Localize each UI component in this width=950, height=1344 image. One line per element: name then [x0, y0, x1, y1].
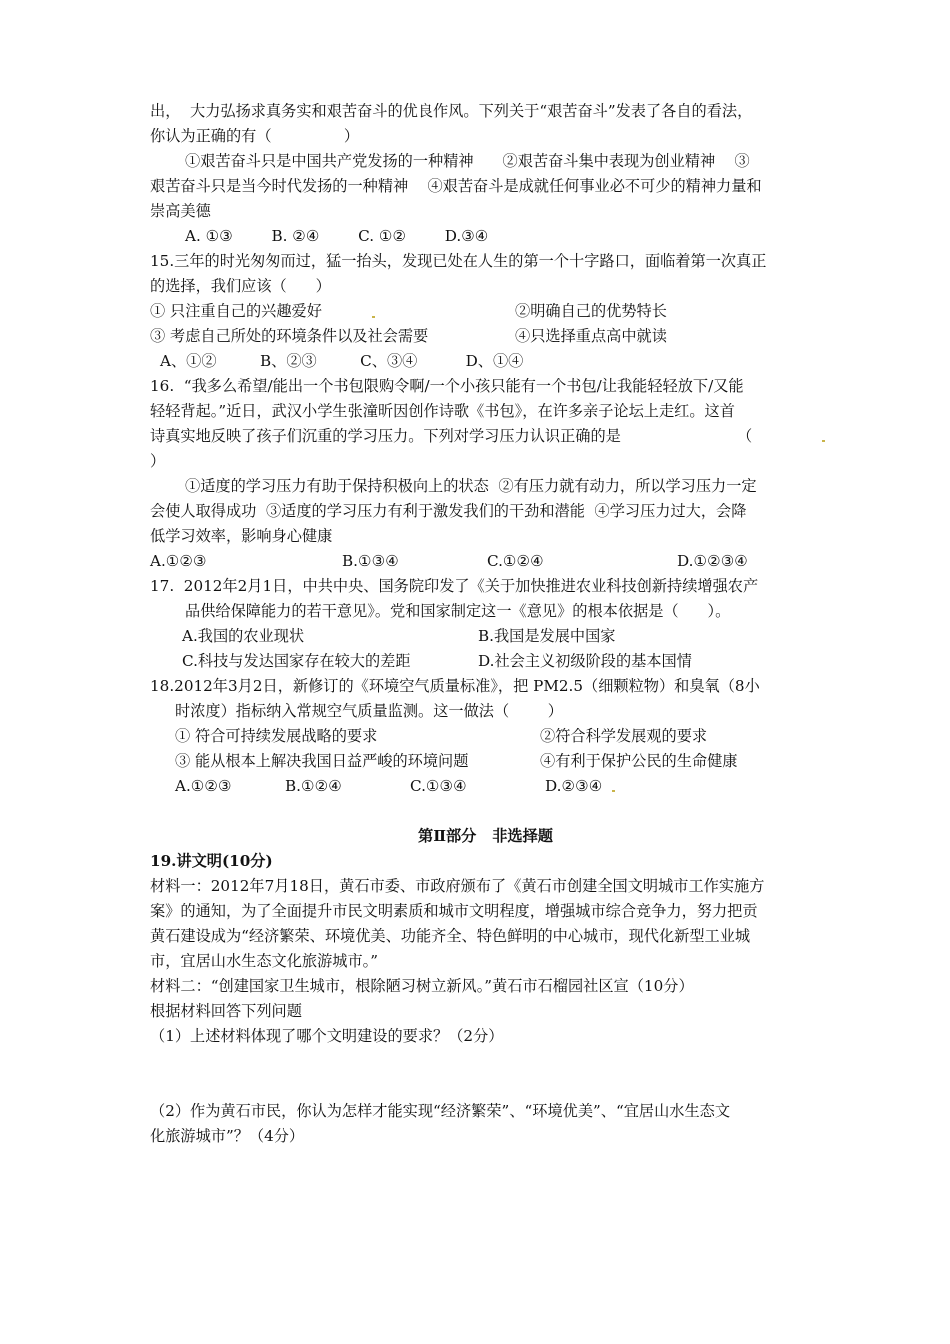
option-item: ① 符合可持续发展战略的要求 — [175, 727, 378, 745]
option-line: 崇高美德 — [150, 202, 211, 220]
option-line: ①适度的学习压力有助于保持积极向上的状态 ②有压力就有动力，所以学习压力一定 — [185, 477, 757, 495]
text-line: 你认为正确的有（ ） — [150, 127, 360, 145]
text-line: 轻轻背起。”近日，武汉小学生张潼昕因创作诗歌《书包》，在许多亲子论坛上走红。这首 — [150, 402, 735, 420]
option-item: ③ 考虑自己所处的环境条件以及社会需要 — [150, 327, 429, 345]
option-line: 会使人取得成功 ③适度的学习压力有利于激发我们的干劲和潜能 ④学习压力过大，会降 — [150, 502, 747, 520]
question-18: 18.2012年3月2日，新修订的《环境空气质量标准》，把 PM2.5（细颗粒物）和臭氧（8小 — [150, 677, 760, 695]
text-line: 品供给保障能力的若干意见》。党和国家制定这一《意见》的根本依据是（ ）。 — [185, 602, 731, 620]
answer-choices: A. ①③ B. ②④ C. ①② D.③④ — [185, 227, 489, 245]
answer-choice-b: B.我国是发展中国家 — [478, 627, 616, 645]
question-16: 16. “我多么希望/能出一个书包限购令啊/一个小孩只能有一个书包/让我能轻轻放下/又能 — [150, 377, 744, 395]
option-item: ① 只注重自己的兴趣爱好 — [150, 302, 322, 320]
question-17: 17. 2012年2月1日，中共中央、国务院印发了《关于加快推进农业科技创新持续增强农产 — [150, 577, 759, 595]
answer-choice-b: B.①③④ — [342, 552, 399, 570]
material-text: 黄石建设成为“经济繁荣、环境优美、功能齐全、特色鲜明的中心城市，现代化新型工业城 — [150, 927, 751, 945]
sub-question-2: （2）作为黄石市民，你认为怎样才能实现“经济繁荣”、“环境优美”、“宜居山水生态文 — [150, 1102, 731, 1120]
answer-choice-b: B.①②④ — [285, 777, 342, 795]
speck-mark — [612, 790, 615, 792]
section-heading: 第Ⅱ部分 非选择题 — [418, 827, 553, 845]
question-15: 15.三年的时光匆匆而过，猛一抬头，发现已处在人生的第一个十字路口，面临着第一次真正 — [150, 252, 767, 270]
answer-choice-d: D.社会主义初级阶段的基本国情 — [478, 652, 692, 670]
option-line: 低学习效率，影响身心健康 — [150, 527, 333, 545]
answer-choice-a: A.我国的农业现状 — [182, 627, 305, 645]
speck-mark — [372, 316, 375, 318]
answer-choice-a: A.①②③ — [175, 777, 232, 795]
answer-choice-a: A.①②③ — [150, 552, 207, 570]
material-text: 案》的通知，为了全面提升市民文明素质和城市文明程度，增强城市综合竞争力，努力把贡 — [150, 902, 758, 920]
speck-mark — [822, 440, 825, 442]
answer-choice-c: C.①②④ — [487, 552, 544, 570]
answer-choice-d: D.①②③④ — [677, 552, 748, 570]
text-line: （ — [737, 427, 753, 445]
option-item: ③ 能从根本上解决我国日益严峻的环境问题 — [175, 752, 469, 770]
text-line: 的选择，我们应该（ ） — [150, 277, 331, 295]
option-line: 艰苦奋斗只是当今时代发扬的一种精神 ④艰苦奋斗是成就任何事业必不可少的精神力量和 — [150, 177, 762, 195]
option-item: ②符合科学发展观的要求 — [540, 727, 708, 745]
option-item: ④只选择重点高中就读 — [515, 327, 667, 345]
instruction-text: 根据材料回答下列问题 — [150, 1002, 302, 1020]
option-item: ④有利于保护公民的生命健康 — [540, 752, 738, 770]
sub-question-1: （1）上述材料体现了哪个文明建设的要求？（2分） — [150, 1027, 504, 1045]
answer-choice-d: D.②③④ — [545, 777, 603, 795]
sub-question-2-cont: 化旅游城市”？（4分） — [150, 1127, 305, 1145]
material-text: 材料二：“创建国家卫生城市，根除陋习树立新风。”黄石市石榴园社区宣（10分） — [150, 977, 694, 995]
answer-choices: A、①② B、②③ C、③④ D、①④ — [160, 352, 524, 370]
material-text: 材料一：2012年7月18日，黄石市委、市政府颁布了《黄石市创建全国文明城市工作实施方 — [150, 877, 765, 895]
text-line: ） — [150, 452, 166, 470]
text-line: 时浓度）指标纳入常规空气质量监测。这一做法（ ） — [175, 702, 563, 720]
answer-choice-c: C.①③④ — [410, 777, 467, 795]
text-line: 诗真实地反映了孩子们沉重的学习压力。下列对学习压力认识正确的是 — [150, 427, 621, 445]
option-item: ②明确自己的优势特长 — [515, 302, 667, 320]
question-19-title: 19.讲文明(10分) — [150, 852, 273, 870]
option-line: ①艰苦奋斗只是中国共产党发扬的一种精神 ②艰苦奋斗集中表现为创业精神 ③ — [185, 152, 750, 170]
material-text: 市，宜居山水生态文化旅游城市。” — [150, 952, 378, 970]
text-line: 出， 大力弘扬求真务实和艰苦奋斗的优良作风。下列关于“艰苦奋斗”发表了各自的看法， — [150, 102, 753, 120]
answer-choice-c: C.科技与发达国家存在较大的差距 — [182, 652, 411, 670]
